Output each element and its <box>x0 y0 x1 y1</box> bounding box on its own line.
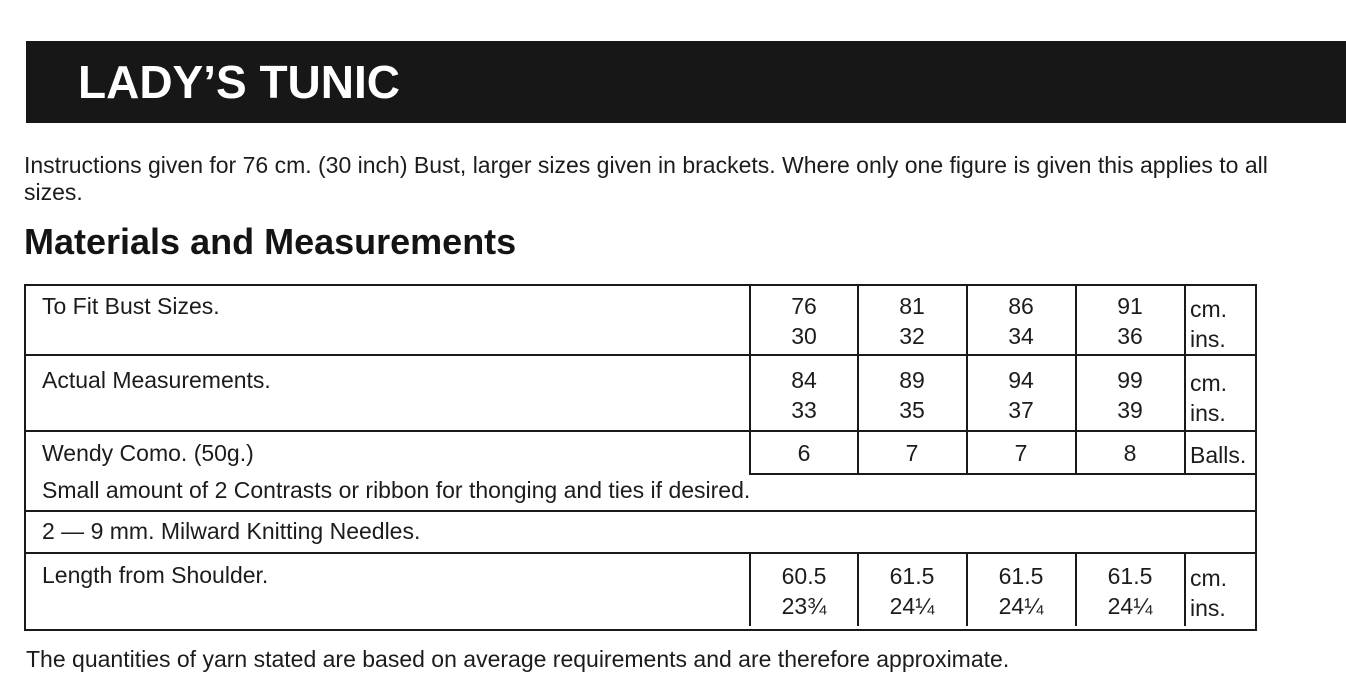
length-label: Length from Shoulder. <box>42 562 269 588</box>
title-banner <box>26 41 1346 123</box>
length-cm-value: 61.5 <box>1107 563 1153 589</box>
yarn-balls-value: 8 <box>1123 440 1137 466</box>
bust-cm-value: 86 <box>1008 293 1034 319</box>
actual-cm-value: 89 <box>899 367 925 393</box>
bust-ins-value: 32 <box>899 323 925 349</box>
length-ins-value: 24¼ <box>889 593 935 619</box>
needles-note: 2 — 9 mm. Milward Knitting Needles. <box>42 518 421 544</box>
row-divider <box>24 430 1257 432</box>
section-heading: Materials and Measurements <box>24 221 517 262</box>
bust-sizes-label: To Fit Bust Sizes. <box>42 293 220 319</box>
length-ins-value: 23¾ <box>781 593 827 619</box>
actual-ins-value: 33 <box>791 397 817 423</box>
unit-cm: cm. <box>1190 370 1228 396</box>
yarn-label: Wendy Como. (50g.) <box>42 440 254 466</box>
bust-ins-value: 36 <box>1117 323 1143 349</box>
bust-ins-value: 34 <box>1008 323 1034 349</box>
actual-ins-value: 35 <box>899 397 925 423</box>
actual-cm-value: 99 <box>1117 367 1143 393</box>
yarn-balls-value: 6 <box>797 440 811 466</box>
length-cm-value: 61.5 <box>998 563 1044 589</box>
unit-cm: cm. <box>1190 296 1228 322</box>
actual-cm-value: 84 <box>791 367 817 393</box>
unit-balls: Balls. <box>1190 442 1247 468</box>
intro-text: Instructions given for 76 cm. (30 inch) Bust, larger sizes given in brackets. Where only one figure is given this applies to all sizes. <box>24 152 1268 205</box>
bust-cm-value: 81 <box>899 293 925 319</box>
length-cm-value: 61.5 <box>889 563 935 589</box>
column-divider <box>1184 284 1186 475</box>
actual-ins-value: 39 <box>1117 397 1143 423</box>
footer-note: The quantities of yarn stated are based on average requirements and are therefore approximate. <box>26 646 1010 672</box>
length-cm-value: 60.5 <box>781 563 827 589</box>
row-divider <box>750 473 1257 475</box>
row-divider <box>24 552 1257 554</box>
length-ins-value: 24¼ <box>998 593 1044 619</box>
unit-cm: cm. <box>1190 565 1228 591</box>
unit-ins: ins. <box>1190 595 1226 621</box>
yarn-balls-value: 7 <box>1014 440 1028 466</box>
actual-cm-value: 94 <box>1008 367 1034 393</box>
unit-ins: ins. <box>1190 400 1226 426</box>
bust-ins-value: 30 <box>791 323 817 349</box>
contrasts-note: Small amount of 2 Contrasts or ribbon for thonging and ties if desired. <box>42 477 751 503</box>
actual-measurements-label: Actual Measurements. <box>42 367 271 393</box>
unit-ins: ins. <box>1190 326 1226 352</box>
row-divider <box>24 510 1257 512</box>
page-title: LADY’S TUNIC <box>78 56 400 108</box>
bust-cm-value: 76 <box>791 293 817 319</box>
length-ins-value: 24¼ <box>1107 593 1153 619</box>
yarn-balls-value: 7 <box>905 440 919 466</box>
row-divider <box>24 354 1257 356</box>
actual-ins-value: 37 <box>1008 397 1034 423</box>
column-divider <box>1184 552 1186 626</box>
bust-cm-value: 91 <box>1117 293 1143 319</box>
